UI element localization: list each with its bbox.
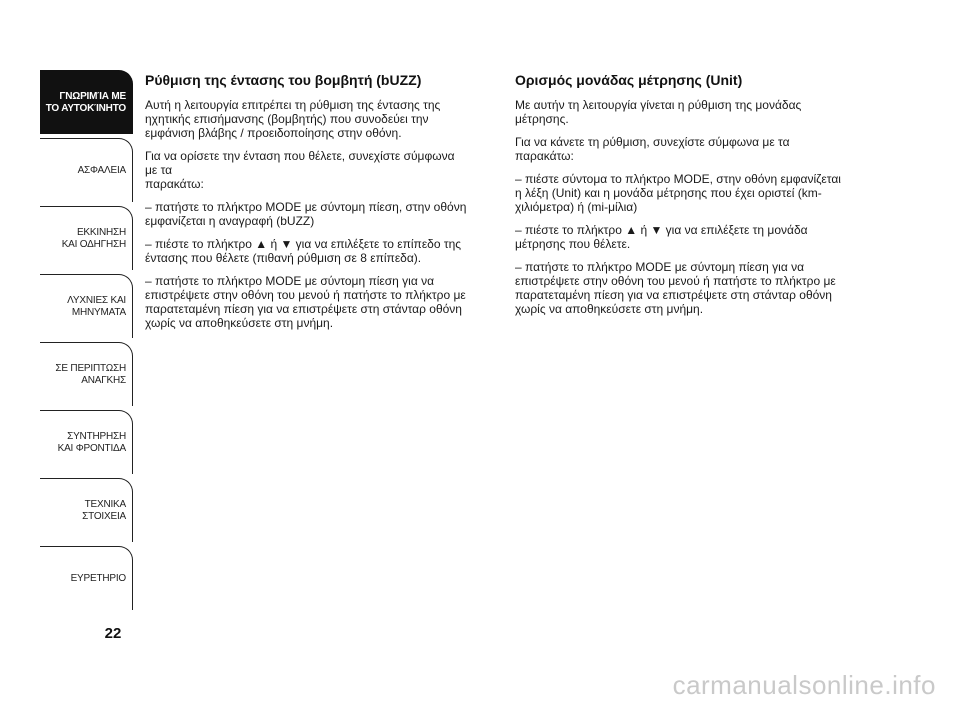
tab-starting-driving[interactable]: ΕΚΚΙΝΗΣΗ ΚΑΙ ΟΔΗΓΗΣΗ [40,206,133,270]
tab-safety[interactable]: ΑΣΦΑΛΕΙΑ [40,138,133,202]
paragraph: – πιέστε σύντομα το πλήκτρο MODE, στην οθόνη εμφανίζεται η λέξη (Unit) και η μονάδα μέτρησης που έχει οριστεί (km- χιλιόμετρα) ή (mi-μίλια) [515,172,841,214]
unit-section [515,72,870,325]
paragraph: – πατήστε το πλήκτρο MODE με σύντομη πίεση για να επιστρέψετε στην οθόνη του μενού ή πατήστε το πλήκτρο με παρατεταμένη πίεση για να επιστρέψετε στη στάνταρ οθόνη χωρίς να αποθηκεύσετε στη μνήμη. [145,274,466,330]
paragraph: Αυτή η λειτουργία επιτρέπει τη ρύθμιση της έντασης της ηχητικής επισήμανσης (βομβητής) που συνοδεύει την εμφάνιση βλάβης / προειδοποίησης στην οθόνη. [145,98,441,140]
tab-getting-to-know-car[interactable]: ΓΝΩΡΙΜΊΑ ΜΕ ΤΟ ΑΥΤΟΚΊΝΗΤΟ [40,70,133,134]
section-heading: Ρύθμιση της έντασης του βομβητή (bUZZ) [145,72,422,88]
tab-technical-data[interactable]: ΤΕΧΝΙΚΑ ΣΤΟΙΧΕΙΑ [40,478,133,542]
paragraph: – πιέστε το πλήκτρο ▲ ή ▼ για να επιλέξετε τη μονάδα μέτρησης που θέλετε. [515,223,808,251]
paragraph: – πιέστε το πλήκτρο ▲ ή ▼ για να επιλέξετε το επίπεδο της έντασης που θέλετε (πιθανή ρύθμιση σε 8 επίπεδα). [145,237,462,265]
paragraph: – πατήστε το πλήκτρο MODE με σύντομη πίεση, στην οθόνη εμφανίζεται η αναγραφή (bUZZ) [145,200,467,228]
tab-maintenance[interactable]: ΣΥΝΤΗΡΗΣΗ ΚΑΙ ΦΡΟΝΤΙΔΑ [40,410,133,474]
tab-index[interactable]: ΕΥΡΕΤΗΡΙΟ [40,546,133,610]
paragraph: – πατήστε το πλήκτρο MODE με σύντομη πίεση για να επιστρέψετε στην οθόνη του μενού ή πατήστε το πλήκτρο με παρατεταμένη πίεση για να επιστρέψετε στη στάνταρ οθόνη χωρίς να αποθηκεύσετε στη μνήμη. [515,260,836,316]
paragraph: Για να κάνετε τη ρύθμιση, συνεχίστε σύμφωνα με τα παρακάτω: [515,135,790,163]
tab-warning-lights[interactable]: ΛΥΧΝΙΕΣ ΚΑΙ ΜΗΝΥΜΑΤΑ [40,274,133,338]
buzzer-volume-section [145,72,490,339]
chapter-sidebar [40,70,133,614]
page-number: 22 [104,625,122,642]
section-heading: Ορισμός μονάδας μέτρησης (Unit) [515,72,743,88]
tab-emergency[interactable]: ΣΕ ΠΕΡΙΠΤΩΣΗ ΑΝΑΓΚΗΣ [40,342,133,406]
watermark: carmanualsonline.info [672,670,936,700]
paragraph: Με αυτήν τη λειτουργία γίνεται η ρύθμιση της μονάδας μέτρησης. [515,98,802,126]
paragraph: Για να ορίσετε την ένταση που θέλετε, συνεχίστε σύμφωνα με τα παρακάτω: [145,149,455,191]
